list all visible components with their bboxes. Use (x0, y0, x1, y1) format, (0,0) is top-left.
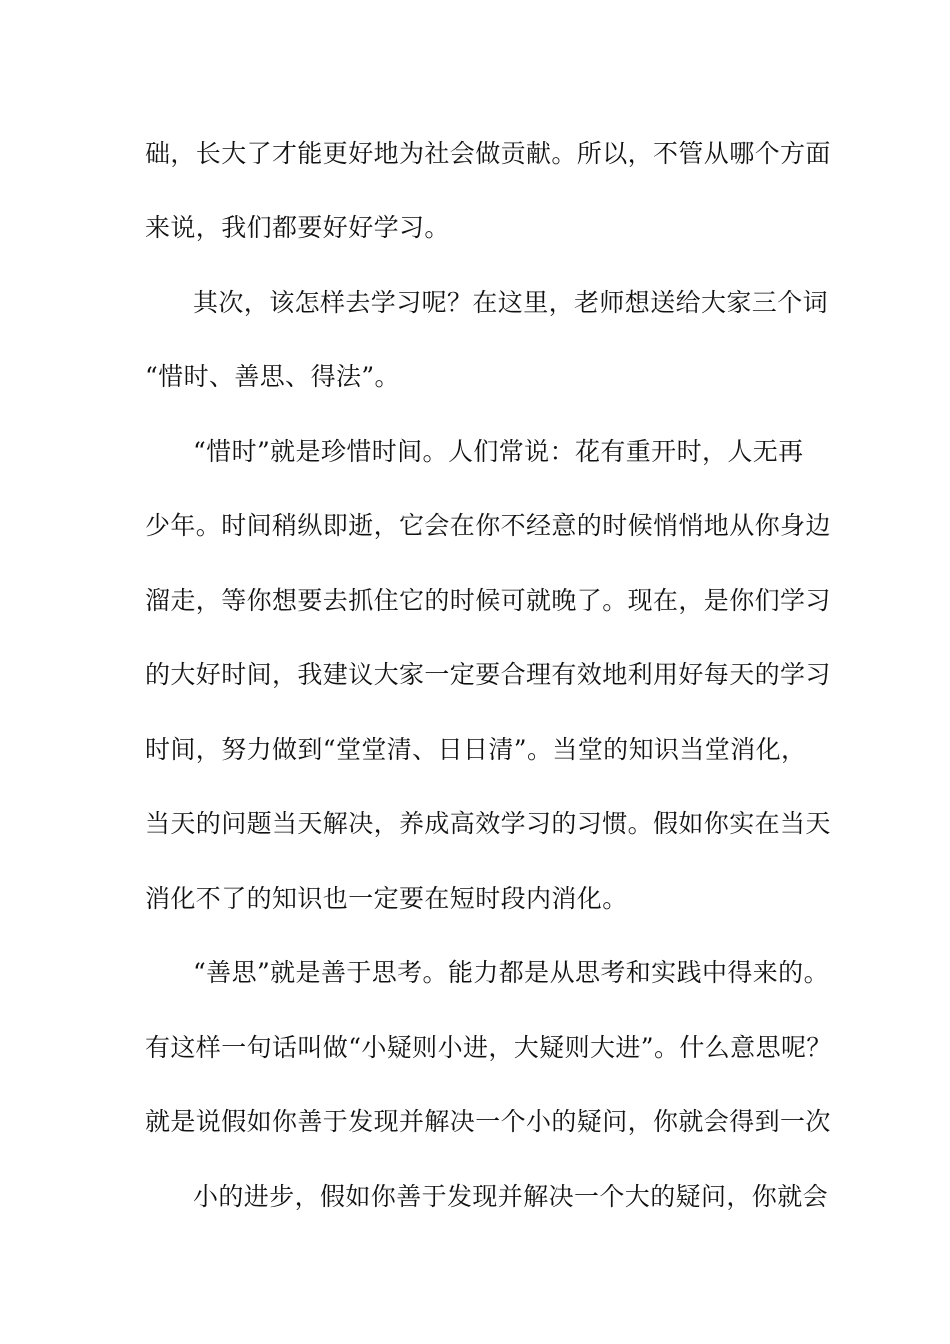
text-line-12: “善思”就是善于思考。能力都是从思考和实践中得来的。 (193, 958, 829, 987)
text-line-3: 其次，该怎样去学习呢？在这里，老师想送给大家三个词 (193, 288, 829, 317)
text-line-15: 小的进步，假如你善于发现并解决一个大的疑问，你就会 (193, 1182, 829, 1211)
text-line-2: 来说，我们都要好好学习。 (145, 213, 450, 242)
text-line-10: 当天的问题当天解决，养成高效学习的习惯。假如你实在当天 (145, 809, 831, 838)
text-line-9: 时间，努力做到“堂堂清、日日清”。当堂的知识当堂消化， (145, 735, 807, 764)
text-line-1: 础，长大了才能更好地为社会做贡献。所以，不管从哪个方面 (145, 139, 831, 168)
text-line-13: 有这样一句话叫做“小疑则小进，大疑则大进”。什么意思呢？ (145, 1033, 832, 1062)
text-line-7: 溜走，等你想要去抓住它的时候可就晚了。现在，是你们学习 (145, 586, 831, 615)
text-line-11: 消化不了的知识也一定要在短时段内消化。 (145, 884, 628, 913)
text-line-5: “惜时”就是珍惜时间。人们常说：花有重开时，人无再 (193, 437, 804, 466)
text-line-14: 就是说假如你善于发现并解决一个小的疑问，你就会得到一次 (145, 1107, 831, 1136)
text-line-6: 少年。时间稍纵即逝，它会在你不经意的时候悄悄地从你身边 (145, 511, 831, 540)
text-line-4: “惜时、善思、得法”。 (145, 362, 400, 391)
text-line-8: 的大好时间，我建议大家一定要合理有效地利用好每天的学习 (145, 660, 831, 689)
